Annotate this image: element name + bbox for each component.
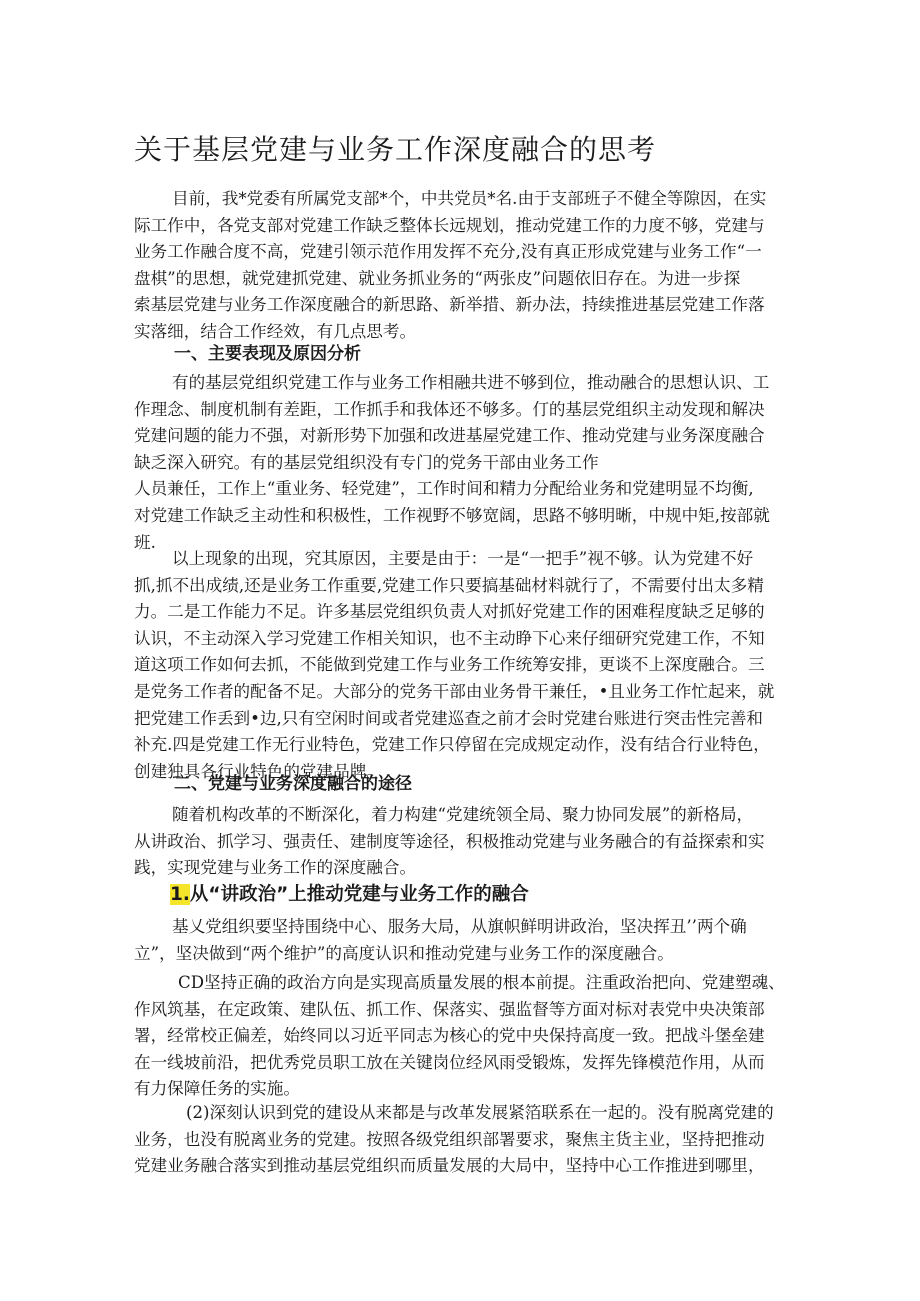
text-line: 从讲政治、抓学习、强责任、建制度等途径，积极推动党建与业务融合的有益探索和实 [134, 831, 765, 851]
text-line: 基乂党组织要坚持围绕中心、服务大局，从旗帜鲜明讲政治，坚决挥丑’’两个确 [172, 917, 747, 936]
section2-paragraph-4 [134, 1100, 794, 1180]
text-line: 把党建工作丢到•边,只有空闲时间或者党建巡查之前才会时党建台账进行突击性完善和 [134, 708, 764, 728]
text-line: 认识，不主动深入学习党建工作相关知识，也不主动睁下心来仔细研究党建工作，不知 [134, 628, 765, 648]
section2-paragraph-1 [134, 802, 794, 882]
section2-paragraph-2 [134, 914, 794, 967]
text-line: 力。二是工作能力不足。许多基层党组织负责人对抓好党建工作的困难程度缺乏足够的 [134, 602, 765, 622]
text-line: 是党务工作者的配备不足。大部分的党务干部由业务骨干兼任，•且业务工作忙起来，就 [134, 681, 775, 701]
text-line: 盘棋”的思想，就党建抓党建、就业务抓业务的“两张皮”问题依旧存在。为进一步探 [134, 268, 741, 288]
text-line: 际工作中，各党支部对党建工作缺乏整体长远规划，推动党建工作的力度不够，党建与 [134, 215, 765, 235]
text-line: CD坚持正确的政治方向是实现高质量发展的根本前提。注重政治把向、党建塑魂、 [178, 973, 785, 992]
section-heading-1: 一、主要表现及原因分析 [174, 344, 361, 364]
text-line: 随着机构改革的不断深化，着力构建“党建统领全局、聚力协同发展”的新格局， [172, 805, 754, 824]
text-line: 有力保障任务的实施。 [134, 1079, 300, 1099]
section1-paragraph-2 [134, 546, 794, 785]
text-line: 实落细，结合工作经效，有几点思考。 [134, 321, 417, 341]
text-line: 对党建工作缺乏主动性和积极性，工作视野不够宽阔，思路不够明晰，中规中矩,按部就 [134, 505, 770, 525]
text-line: 抓,抓不出成绩,还是业务工作重要,党建工作只要搞基础材料就行了，不需要付出太多精 [134, 575, 764, 595]
text-line: 创建独具各行业特色的党建品牌。 [134, 761, 383, 781]
text-line: 缺乏深入研究。有的基层党组织没有专门的党务干部由业务工作 [134, 452, 599, 472]
text-line: 署，经常校正偏差，始终同以习近平同志为核心的党中央保持高度一致。把战斗堡垒建 [134, 1026, 765, 1046]
text-line: 业务工作融合度不高，党建引领示范作用发挥不充分,没有真正形成党建与业务工作“一 [134, 242, 762, 262]
text-line: 以上现象的出现，究其原因，主要是由于：一是“一把手”视不够。认为党建不好 [172, 549, 754, 568]
subsection-heading-text: 从“讲政治”上推动党建与业务工作的融合 [189, 884, 529, 905]
text-line: 补充.四是党建工作无行业特色，党建工作只停留在完成规定动作，没有结合行业特色， [134, 735, 770, 755]
text-line: 业务，也没有脱离业务的党建。按照各级党组织部署要求，聚焦主货主业，坚持把推动 [134, 1129, 765, 1149]
section2-paragraph-3 [134, 970, 794, 1103]
text-line: 班. [134, 532, 156, 552]
section1-paragraph-1 [134, 370, 794, 556]
intro-paragraph [134, 186, 794, 346]
text-line: 党建问题的能力不强，对新形势下加强和改进基屋党建工作、推动党建与业务深度融合 [134, 426, 765, 446]
text-line: 党建业务融合落实到推动基层党组织而质量发展的大局中，坚持中心工作推进到哪里， [134, 1156, 765, 1176]
text-line: 有的基层党组织党建工作与业务工作相融共进不够到位，推动融合的思想认识、工 [172, 373, 770, 392]
text-line: 目前，我*党委有所属党支部*个，中共党员*名.由于支部班子不健全等隙因，在实 [172, 189, 767, 208]
text-line: 人员兼任，工作上“重业务、轻党建”，工作时间和精力分配给业务和党建明显不均衡, [134, 479, 754, 499]
text-line: 作风筑基，在定政策、建队伍、抓工作、保落实、强监督等方面对标对表党中央决策部 [134, 999, 765, 1019]
text-line: 作理念、制度机制有差距，工作抓手和我体还不够多。仃的基层党组织主动发现和解决 [134, 399, 765, 419]
highlighted-number: 1. [170, 884, 190, 905]
text-line: 索基层党建与业务工作深度融合的新思路、新举措、新办法，持续推进基层党建工作落 [134, 295, 765, 315]
text-line: 立”，坚决做到“两个维护”的高度认识和推动党建与业务工作的深度融合。 [134, 943, 674, 963]
text-line: 践，实现党建与业务工作的深度融合。 [134, 858, 417, 878]
subsection-heading-1 [170, 880, 529, 910]
text-line: 在一线坡前沿，把优秀党员职工放在关键岗位经风雨受锻炼，发挥先锋模范作用，从而 [134, 1052, 765, 1072]
section-heading-2: 二、党建与业务深度融合的途径 [174, 774, 412, 794]
text-line: (2)深刻认识到党的建设从来都是与改革发展紧箔联系在一起的。没有脱离党建的 [186, 1103, 774, 1122]
document-title: 关于基层党建与业务工作深度融合的思考 [134, 133, 657, 166]
text-line: 道这项工作如何去抓，不能做到党建工作与业务工作统筹安排，更谈不上深度融合。三 [134, 655, 765, 675]
